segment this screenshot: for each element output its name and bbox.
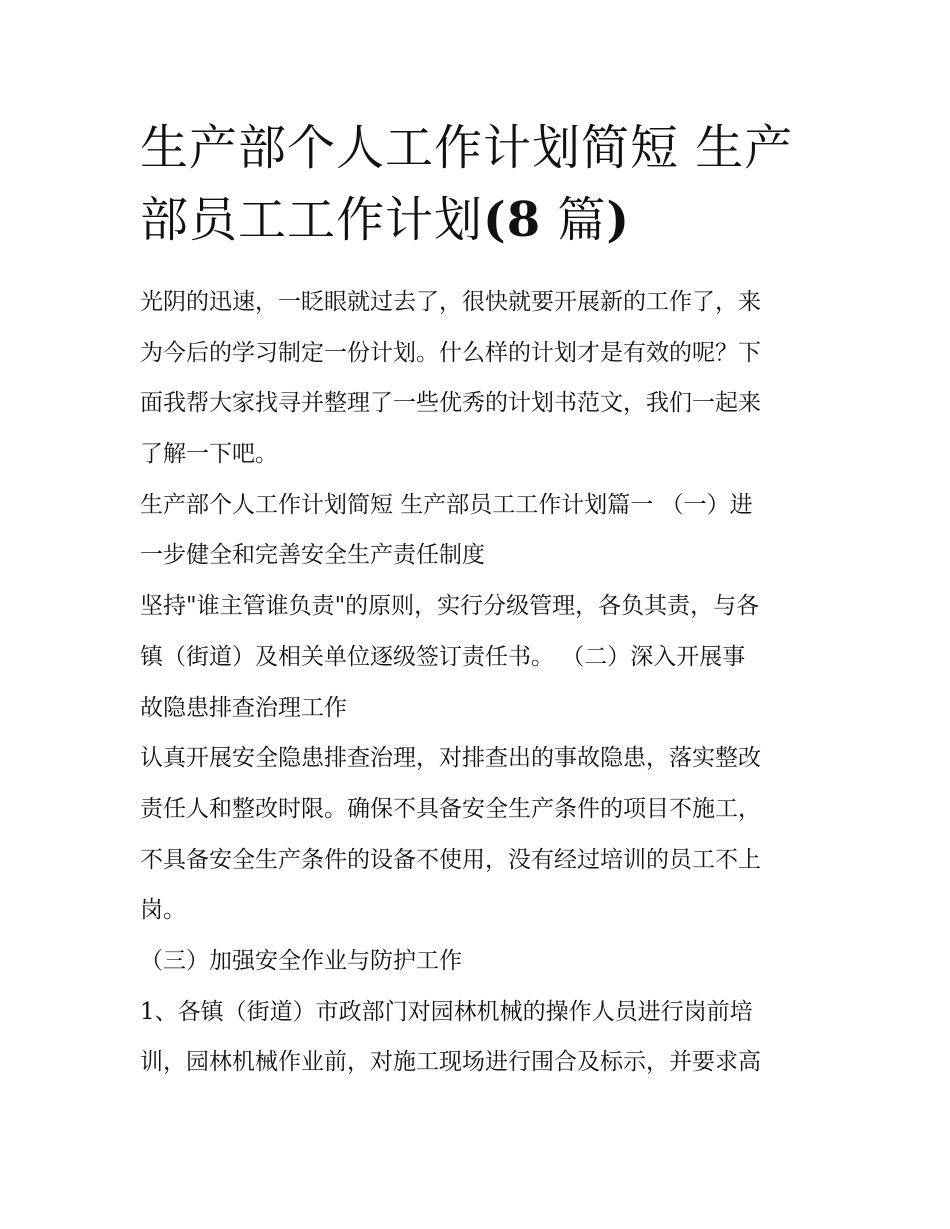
body-line: 不具备安全生产条件的设备不使用，没有经过培训的员工不上 [140, 846, 761, 873]
body-line: 面我帮大家找寻并整理了一些优秀的计划书范文，我们一起来 [140, 390, 761, 417]
body-line: 一步健全和完善安全生产责任制度 [140, 542, 485, 569]
body-line: 坚持"谁主管谁负责"的原则，实行分级管理，各负其责，与各 [140, 593, 760, 620]
body-line: 岗。 [140, 897, 186, 924]
title-count: (8 [483, 192, 542, 248]
body-line: 故隐患排查治理工作 [140, 694, 347, 721]
title-unit: 篇 [541, 192, 607, 248]
body-line: 责任人和整改时限。确保不具备安全生产条件的项目不施工， [140, 795, 761, 822]
title-close-paren: ) [606, 192, 631, 248]
body-line: 为今后的学习制定一份计划。什么样的计划才是有效的呢？下 [140, 339, 761, 366]
body-line: 了解一下吧。 [140, 441, 278, 468]
title-line-2-prefix: 部员工工作计划 [140, 192, 484, 248]
body-line: 光阴的迅速，一眨眼就过去了，很快就要开展新的工作了，来 [140, 289, 761, 315]
title-line-1: 生产部个人工作计划简短 生产 [140, 120, 794, 176]
body-line: 训，园林机械作业前，对施工现场进行围合及标示，并要求高 [140, 1049, 761, 1076]
document-title [140, 112, 830, 256]
body-line: 1、各镇（街道）市政部门对园林机械的操作人员进行岗前培 [140, 998, 753, 1025]
body-line: 镇（街道）及相关单位逐级签订责任书。 （二）深入开展事 [140, 643, 746, 670]
title-line-2 [140, 184, 830, 256]
body-line: 生产部个人工作计划简短 生产部员工工作计划篇一 （一）进 [140, 491, 753, 518]
body-line: （三）加强安全作业与防护工作 [140, 947, 462, 974]
document-body [140, 277, 830, 1088]
body-line: 认真开展安全隐患排查治理，对排查出的事故隐患，落实整改 [140, 745, 761, 772]
